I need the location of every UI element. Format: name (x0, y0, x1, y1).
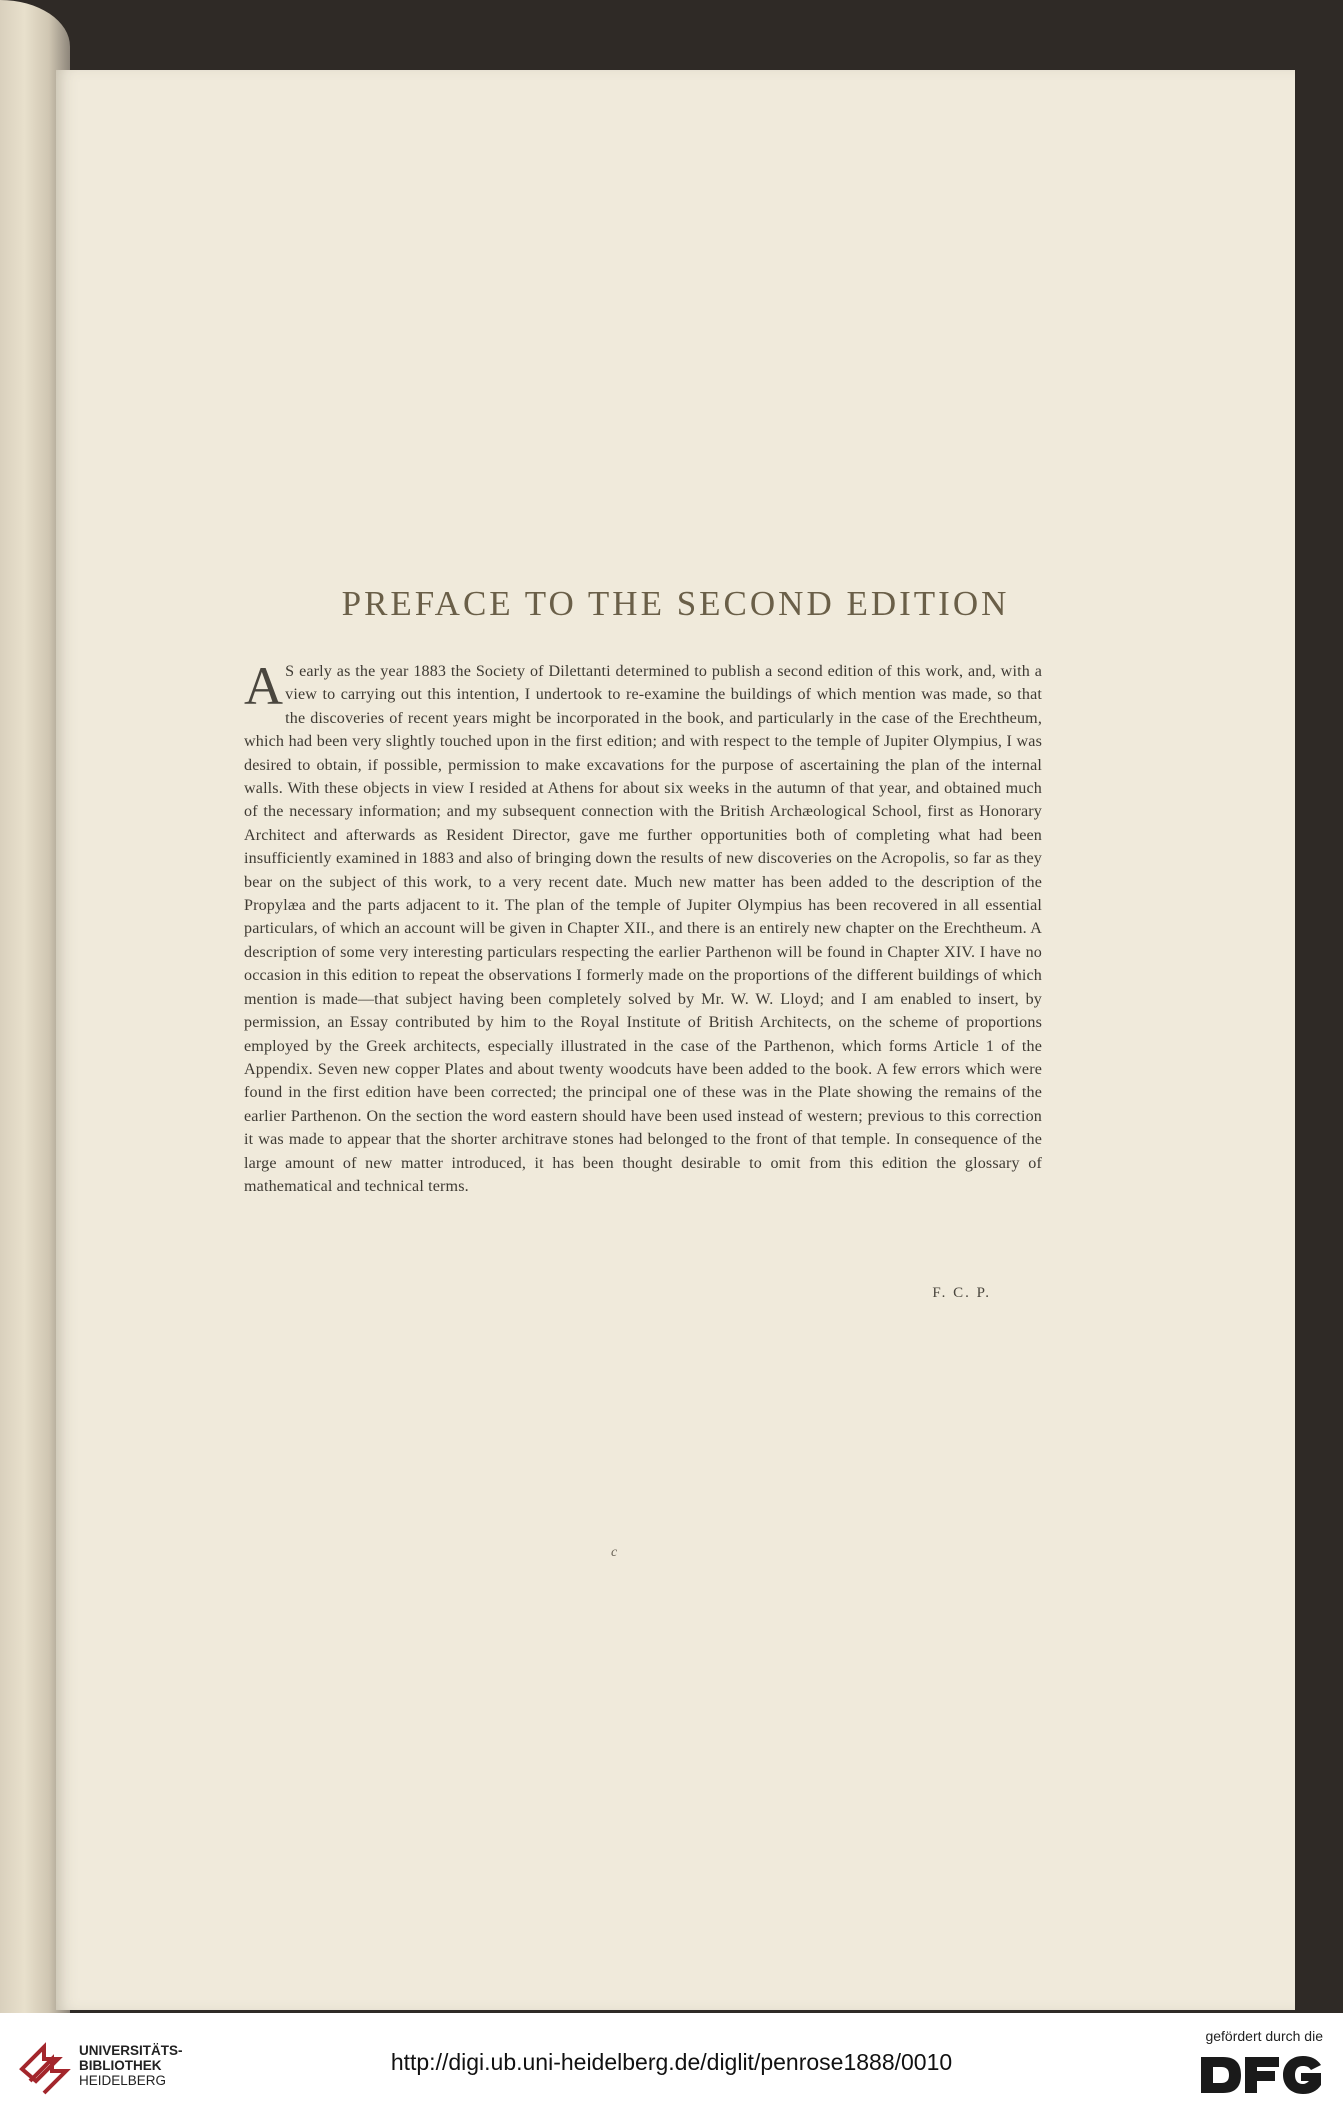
book-page (56, 70, 1295, 2010)
author-initials: F. C. P. (932, 1285, 991, 1301)
footer-bar (0, 2013, 1343, 2110)
signature-mark: c (611, 1545, 618, 1560)
permalink-url[interactable]: http://digi.ub.uni-heidelberg.de/diglit/penrose1888/0010 (390, 2049, 953, 2075)
dfg-logo-icon (1199, 2053, 1323, 2097)
preface-body: S early as the year 1883 the Society of Dilettanti determined to publish a second edition of this work, and, with a view to carrying out this intention, I undertook to re-examine the buildings of which mention was made, so that the discoveries of recent years might be incorporated in the book, and particularly in the case of the Erechtheum, which had been very slightly touched upon in the first edition; and with respect to the temple of Jupiter Olympius, I was desired to obtain, if possible, permission to make excavations for the purpose of ascertaining the plan of the internal walls. With these objects in view I resided at Athens for about six weeks in the autumn of that year, and obtained much of the necessary information; and my subsequent connection with the British Archæological School, first as Honorary Architect and afterwards as Resident Director, gave me further opportunities both of completing what had been insufficiently examined in 1883 and also of bringing down the results of new discoveries on the Acropolis, so far as they bear on the subject of this work, to a very recent date. Much new matter has been added to the description of the Propylæa and the parts adjacent to it. The plan of the temple of Jupiter Olympius has been recovered in all essential particulars, of which an account will be given in Chapter XII., and there is an entirely new chapter on the Erechtheum. A description of some very interesting particulars respecting the earlier Parthenon will be found in Chapter XIV. I have no occasion in this edition to repeat the observations I formerly made on the proportions of the different buildings of which mention is made—that subject having been completely solved by Mr. W. W. Lloyd; and I am enabled to insert, by permission, an Essay contributed by him to the Royal Institute of British Architects, on the scheme of proportions employed by the Greek architects, especially illustrated in the case of the Parthenon, which forms Article 1 of the Appendix. Seven new copper Plates and about twenty woodcuts have been added to the book. A few errors which were found in the first edition have been corrected; the principal one of these was in the Plate showing the remains of the earlier Parthenon. On the section the word eastern should have been used instead of western; previous to this correction it was made to appear that the shorter architrave stones had belonged to the front of that temple. In consequence of the large amount of new matter introduced, it has been thought desirable to omit from this edition the glossary of mathematical and technical terms. (244, 663, 1042, 1195)
preface-paragraph (244, 656, 1042, 1198)
drop-cap: A (244, 656, 284, 716)
page-title: PREFACE TO THE SECOND EDITION (341, 584, 1010, 623)
library-name-line2: BIBLIOTHEK (79, 2058, 162, 2073)
funding-caption: gefördert durch die (1205, 2028, 1323, 2044)
library-name-line3: HEIDELBERG (79, 2073, 167, 2088)
library-name-line1: UNIVERSITÄTS- (79, 2043, 183, 2058)
